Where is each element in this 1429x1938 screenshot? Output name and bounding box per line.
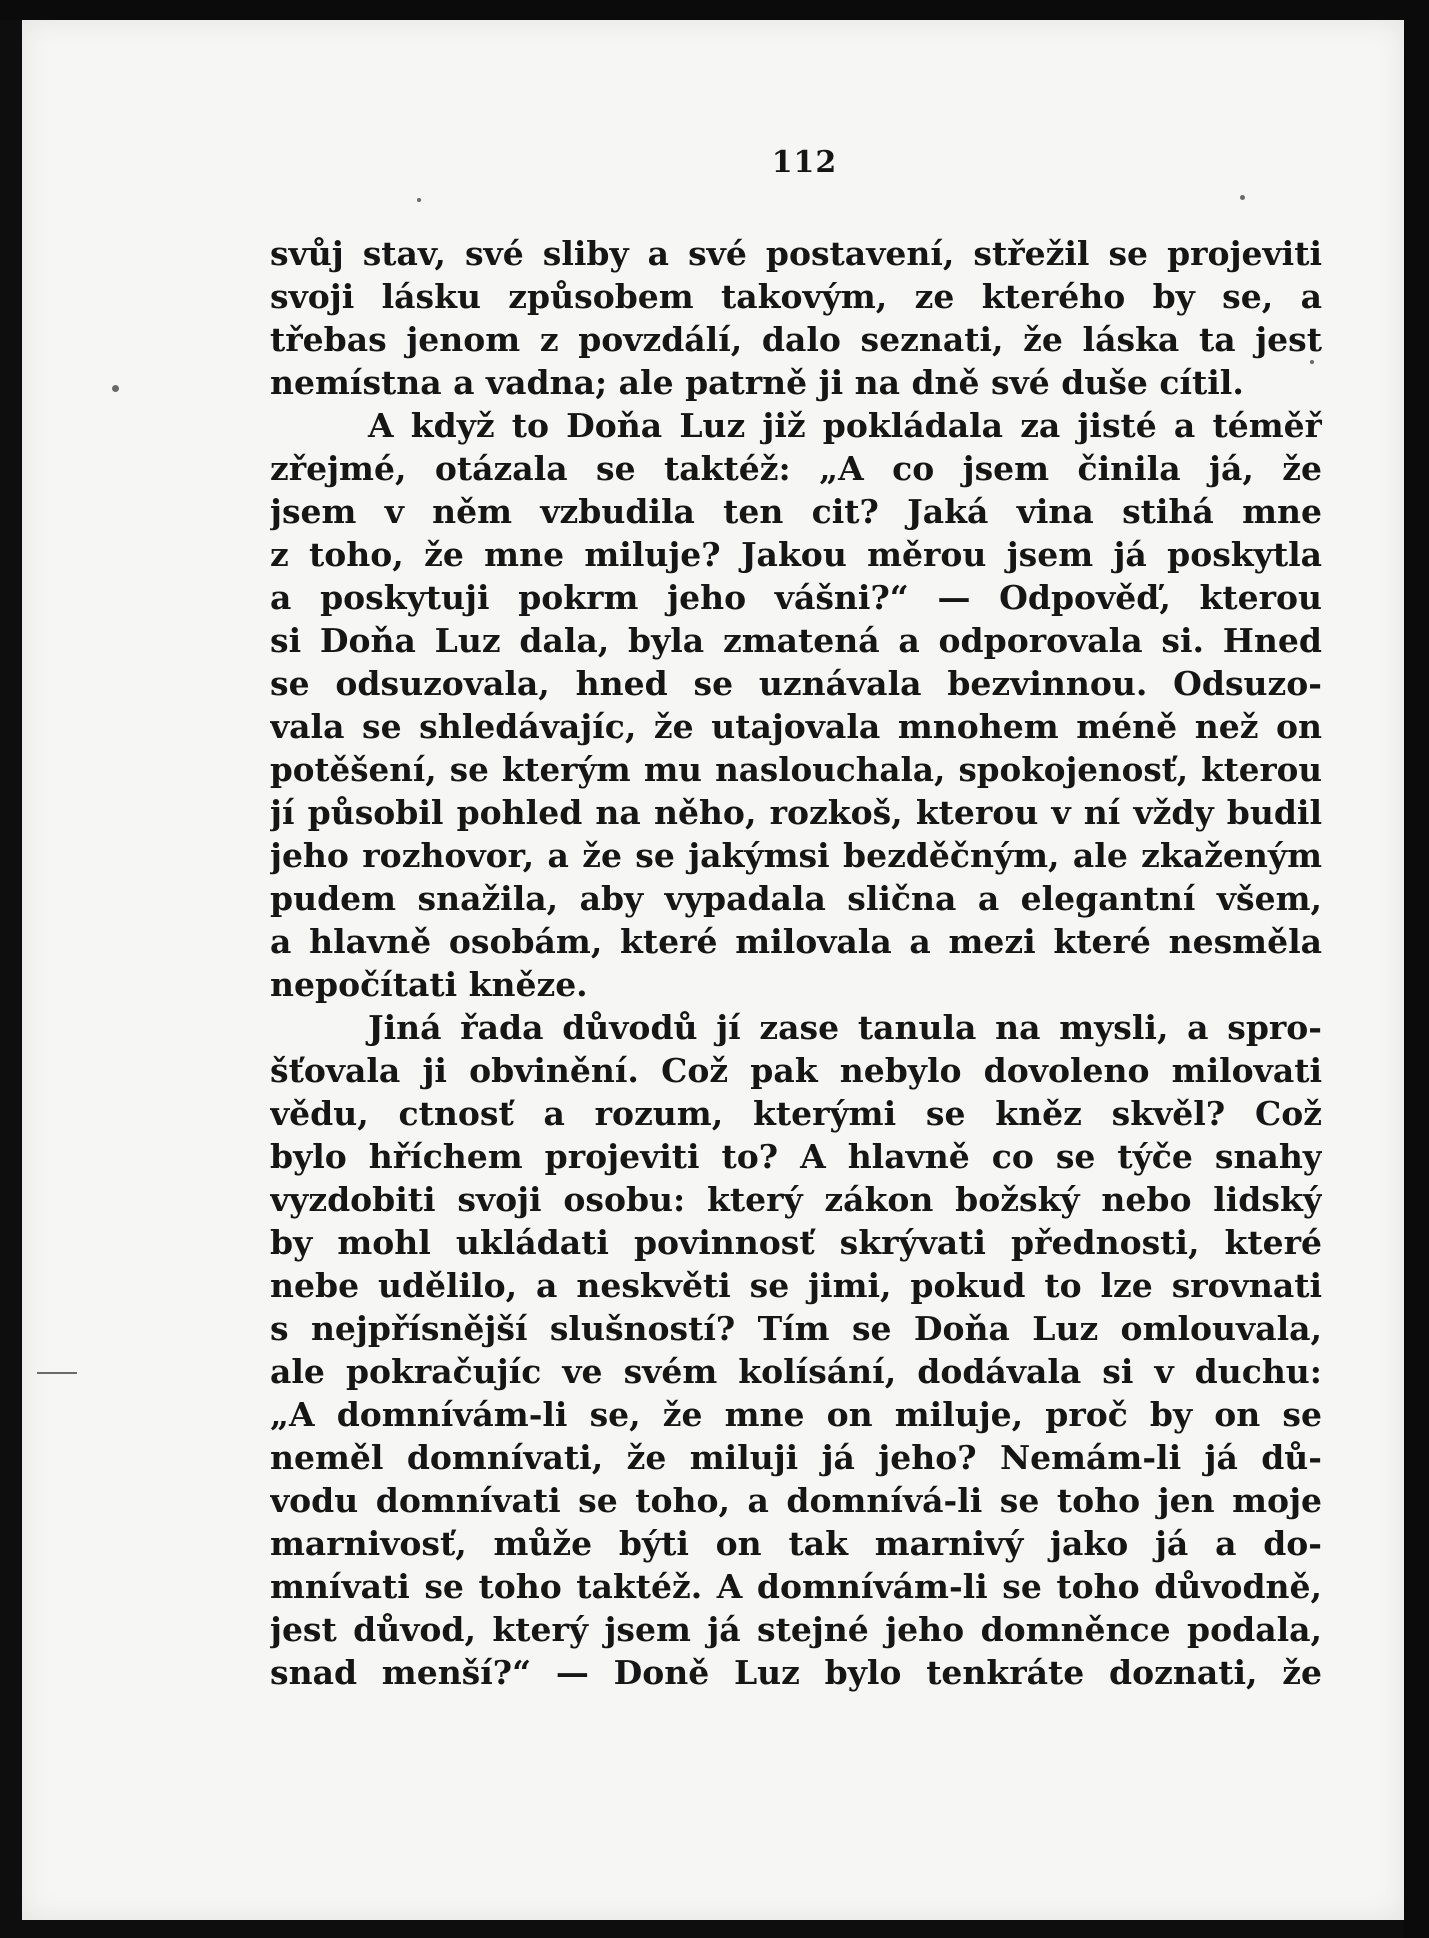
text-line: a hlavně osobám, které milovala a mezi které nesměla bbox=[270, 922, 1322, 961]
text-line: jest důvod, který jsem já stejné jeho domněnce podala, bbox=[270, 1610, 1322, 1649]
text-line: s nejpřísnější slušností? Tím se Doňa Luz omlouvala, bbox=[270, 1309, 1322, 1348]
text-line: snad menší?“ — Doně Luz bylo tenkráte doznati, že bbox=[270, 1653, 1322, 1692]
text-line: nebe udělilo, a neskvěti se jimi, pokud to lze srovnati bbox=[270, 1266, 1322, 1305]
text-line: jeho rozhovor, a že se jakýmsi bezděčným, ale zkaženým bbox=[270, 836, 1322, 875]
text-line: mnívati se toho taktéž. A domnívám-li se toho důvodně, bbox=[270, 1567, 1322, 1606]
text-line: bylo hříchem projeviti to? A hlavně co se týče snahy bbox=[270, 1137, 1322, 1176]
body-text bbox=[270, 232, 1322, 1694]
text-line: jí působil pohled na něho, rozkoš, kterou v ní vždy budil bbox=[270, 793, 1322, 832]
text-line: neměl domnívati, že miluji já jeho? Nemám-li já dů- bbox=[270, 1438, 1322, 1477]
scan-border-right bbox=[1404, 0, 1429, 1938]
text-line: svůj stav, své sliby a své postavení, střežil se projeviti bbox=[270, 234, 1322, 273]
text-line: z toho, že mne miluje? Jakou měrou jsem já poskytla bbox=[270, 535, 1322, 574]
text-line: jsem v něm vzbudila ten cit? Jaká vina stihá mne bbox=[270, 492, 1322, 531]
text-line: šťovala ji obvinění. Což pak nebylo dovoleno milovati bbox=[270, 1051, 1322, 1090]
text-line: vědu, ctnosť a rozum, kterými se kněz skvěl? Což bbox=[270, 1094, 1322, 1133]
paper-speck bbox=[37, 1372, 77, 1374]
text-line: svoji lásku způsobem takovým, ze kterého by se, a bbox=[270, 277, 1322, 316]
paper-speck bbox=[112, 385, 119, 392]
text-line: se odsuzovala, hned se uznávala bezvinnou. Odsuzo- bbox=[270, 664, 1322, 703]
text-line: „A domnívám-li se, že mne on miluje, proč by on se bbox=[270, 1395, 1322, 1434]
page-number: 112 bbox=[771, 145, 838, 180]
text-line: by mohl ukládati povinnosť skrývati přednosti, které bbox=[270, 1223, 1322, 1262]
text-line: vala se shledávajíc, že utajovala mnohem méně než on bbox=[270, 707, 1322, 746]
text-line: zřejmé, otázala se taktéž: „A co jsem činila já, že bbox=[270, 449, 1322, 488]
text-line: si Doňa Luz dala, byla zmatená a odporovala si. Hned bbox=[270, 621, 1322, 660]
paper-speck bbox=[417, 198, 421, 202]
text-line: nemístna a vadna; ale patrně ji na dně své duše cítil. bbox=[270, 363, 1244, 402]
text-line: vyzdobiti svoji osobu: který zákon božský nebo lidský bbox=[270, 1180, 1322, 1219]
text-line: vodu domnívati se toho, a domnívá-li se toho jen moje bbox=[270, 1481, 1322, 1520]
text-line: a poskytuji pokrm jeho vášni?“ — Odpověď, kterou bbox=[270, 578, 1322, 617]
text-line: třebas jenom z povzdálí, dalo seznati, že láska ta jest bbox=[270, 320, 1322, 359]
text-line: marnivosť, může býti on tak marnivý jako já a do- bbox=[270, 1524, 1322, 1563]
text-line: nepočítati kněze. bbox=[270, 965, 588, 1004]
text-line: A když to Doňa Luz již pokládala za jisté a téměř bbox=[368, 406, 1322, 445]
scan-border-top bbox=[0, 0, 1429, 20]
text-line: Jiná řada důvodů jí zase tanula na mysli, a spro- bbox=[368, 1008, 1322, 1047]
text-line: pudem snažila, aby vypadala slična a elegantní všem, bbox=[270, 879, 1322, 918]
paper-speck bbox=[1240, 195, 1245, 200]
text-line: potěšení, se kterým mu naslouchala, spokojenosť, kterou bbox=[270, 750, 1322, 789]
text-line: ale pokračujíc ve svém kolísání, dodávala si v duchu: bbox=[270, 1352, 1322, 1391]
